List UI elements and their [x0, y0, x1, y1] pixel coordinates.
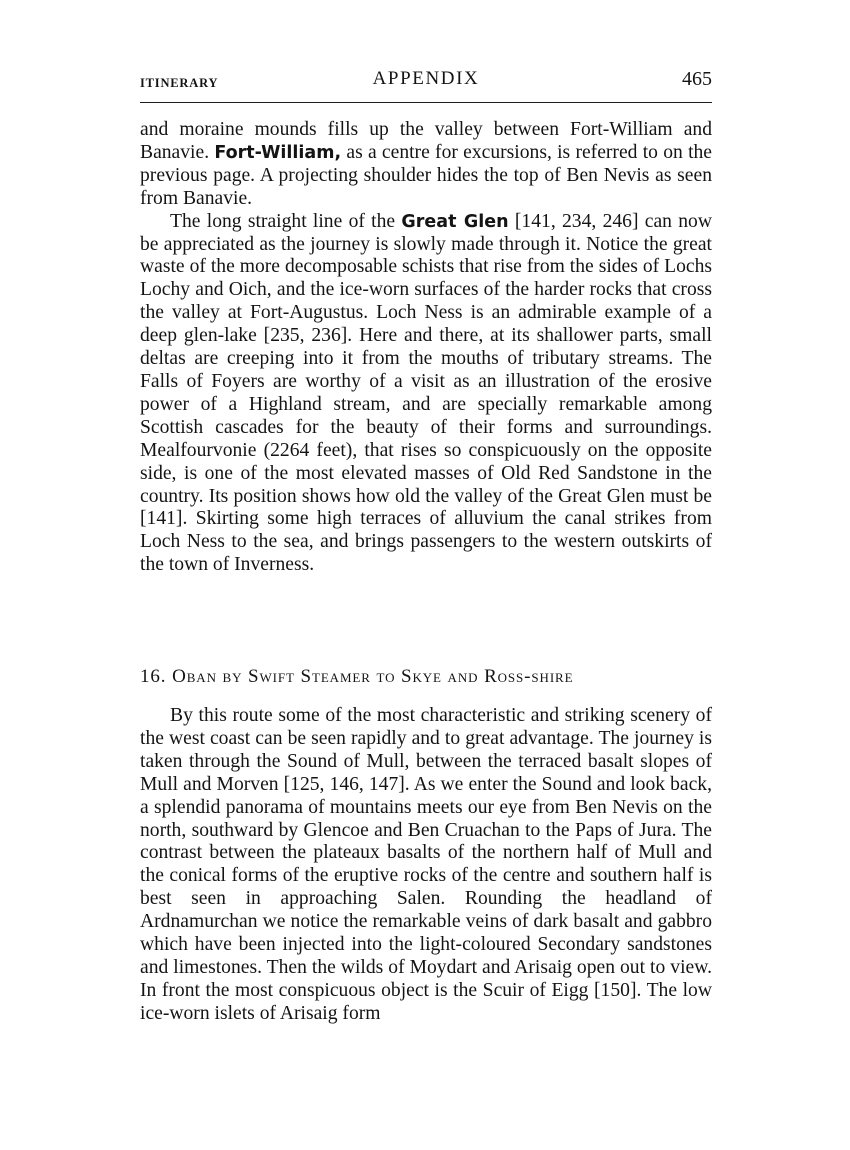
text-block-lower: [140, 705, 712, 1026]
paragraph-great-glen: [140, 211, 712, 578]
place-name-fort-william: Fort-William,: [214, 142, 342, 163]
paragraph-text: [141, 234, 246] can now be appreciated as the journey is slowly made through it. Notice the great waste of the more decomposable schists that rise from the sides of Lochs Lochy and Oich, and the ice-worn surfaces of the harder rocks that cross the valley at Fort-Augustus. Loch Ness is an admirable example of a deep glen-lake [235, 236]. Here and there, at its shallower parts, small deltas are creeping into it from the mouths of tributary streams. The Falls of Foyers are worthy of a visit as an illustration of the erosive power of a Highland stream, and are specially remarkable among Scottish cascades for the beauty of their forms and surroundings. Mealfourvonie (2264 feet), that rises so conspicuously on the opposite side, is one of the most elevated masses of Old Red Sandstone in the country. Its position shows how old the valley of the Great Glen must be [141]. Skirting some high terraces of alluvium the canal strikes from Loch Ness to the sea, and brings passengers to the western outskirts of the town of Inverness.: [140, 210, 712, 576]
paragraph-oban-route: By this route some of the most characteristic and striking scenery of the west coast can be seen rapidly and to great advantage. The journey is taken through the Sound of Mull, between the terraced basalt slopes of Mull and Morven [125, 146, 147]. As we enter the Sound and look back, a splendid panorama of mountains meets our eye from Ben Nevis on the north, southward by Glencoe and Ben Cruachan to the Paps of Jura. The contrast between the plateaux basalts of the northern half of Mull and the conical forms of the eruptive rocks of the centre and southern half is best seen in approaching Salen. Rounding the headland of Ardnamurchan we notice the remarkable veins of dark basalt and gabbro which have been injected into the light-coloured Secondary sandstones and limestones. Then the wilds of Moydart and Arisaig open out to view. In front the most conspicuous object is the Scuir of Eigg [150]. The low ice-worn islets of Arisaig form: [140, 705, 712, 1024]
paragraph-text: as a centre for excursions, is referred to on the previous page. A projecting shoulder hides the top of Ben Nevis as seen from Banavie.: [140, 141, 713, 209]
text-block-upper: [140, 119, 712, 577]
running-head-title: APPENDIX: [372, 68, 480, 89]
place-name-great-glen: Great Glen: [401, 211, 509, 232]
paragraph-text: The long straight line of the: [170, 210, 402, 232]
running-head-section: ITINERARY: [140, 76, 219, 90]
section-heading: 16. Oban by Swift Steamer to Skye and Ross-shire: [140, 666, 574, 687]
page-number: 465: [682, 68, 712, 90]
paragraph-continued: [140, 119, 712, 211]
running-header: [140, 66, 712, 96]
header-rule: [140, 102, 712, 103]
paragraph-text: and moraine mounds fills up the valley between Fort-William and Banavie.: [140, 119, 712, 163]
